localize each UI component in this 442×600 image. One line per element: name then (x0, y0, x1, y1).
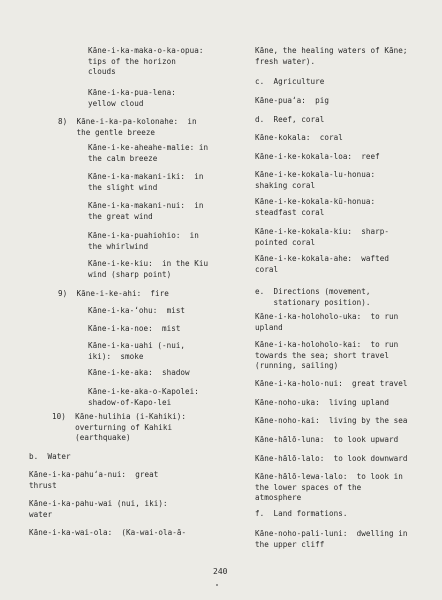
entry-kane-i-ke-ahi: 9) Kāne-i-ke-ahi: fire (58, 289, 169, 298)
entry-kane-i-ka-holoholo-uka: Kāne-i-ka-holoholo-uka: to run upland (255, 312, 399, 332)
entry-kane-healing-waters: Kāne, the healing waters of Kāne; fresh water). (255, 46, 408, 66)
entry-kane-i-ke-aheahe-malie: Kāne-i-ke-aheahe-malie: in the calm breeze (88, 143, 209, 163)
page-number: 240 (213, 567, 228, 576)
entry-kane-i-ka-makani-nui: Kāne-i-ka-makani-nui: in the great wind (88, 201, 204, 221)
entry-kane-noho-kai: Kāne-noho-kai: living by the sea (255, 416, 408, 425)
paper-speck (216, 584, 218, 586)
section-heading-reef-coral: d. Reef, coral (255, 115, 325, 124)
entry-kane-i-ke-kokala-loa: Kāne-i-ke-kokala-loa: reef (255, 152, 380, 161)
entry-kane-noho-uka: Kāne-noho-uka: living upland (255, 398, 390, 407)
entry-kane-i-ka-noe: Kāne-i-ka-noe: mist (88, 324, 181, 333)
entry-kane-i-ka-ohu: Kāne-i-ka-ʻohu: mist (88, 306, 186, 315)
entry-kane-hulihia: 10) Kāne-hulihia (i-Kahiki): overturning of Kahiki (earthquake) (52, 412, 187, 443)
entry-kane-i-ke-kokala-lu-honua: Kāne-i-ke-kokala-lu-honua: shaking coral (255, 170, 376, 190)
entry-kane-i-ka-pahu-wai: Kāne-i-ka-pahu-wai (nui, iki): water (29, 499, 168, 519)
entry-kane-i-ka-pa-kolonahe: 8) Kāne-i-ka-pa-kolonahe: in the gentle breeze (58, 117, 197, 137)
entry-kane-halo-lalo: Kāne-hālō-lalo: to look downward (255, 454, 408, 463)
section-heading-directions: e. Directions (movement, stationary position). (255, 287, 371, 307)
entry-kane-noho-pali-luni: Kāne-noho-pali-luni: dwelling in the upper cliff (255, 529, 408, 549)
entry-kane-i-ke-kokala-kiu: Kāne-i-ke-kokala-kiu: sharp- pointed coral (255, 227, 390, 247)
entry-kane-i-ke-aka: Kāne-i-ke-aka: shadow (88, 368, 190, 377)
entry-kane-i-ke-kokala-ku-honua: Kāne-i-ke-kokala-kū-honua: steadfast coral (255, 197, 376, 217)
section-heading-land-formations: f. Land formations. (255, 509, 348, 518)
entry-kane-i-ka-holo-nui: Kāne-i-ka-holo-nui: great travel (255, 379, 408, 388)
section-heading-water: b. Water (29, 452, 71, 461)
entry-kane-kokala: Kāne-kokala: coral (255, 133, 343, 142)
entry-kane-i-ke-kokala-ahe: Kāne-i-ke-kokala-ahe: wafted coral (255, 254, 390, 274)
entry-kane-i-ka-maka-o-ka-opua: Kāne-i-ka-maka-o-ka-opua: tips of the horizon clouds (88, 46, 204, 77)
entry-kane-i-ka-makani-iki: Kāne-i-ka-makani-iki: in the slight wind (88, 172, 204, 192)
entry-kane-i-ka-wai-ola: Kāne-i-ka-wai-ola: (Ka-wai-ola-ā- (29, 528, 187, 537)
entry-kane-i-ke-kiu: Kāne-i-ke-kiu: in the Kiu wind (sharp point) (88, 259, 209, 279)
entry-kane-i-ke-aka-o-kapolei: Kāne-i-ke-aka-o-Kapolei: shadow-of-Kapo-lei (88, 387, 199, 407)
entry-kane-i-ka-puahiohio: Kāne-i-ka-puahiohio: in the whirlwind (88, 231, 199, 251)
entry-kane-halo-lewa-lalo: Kāne-hālō-lewa-lalo: to look in the lower spaces of the atmosphere (255, 472, 403, 503)
section-heading-agriculture: c. Agriculture (255, 77, 325, 86)
entry-kane-i-ka-pahua-nui: Kāne-i-ka-pahuʻa-nui: great thrust (29, 470, 159, 490)
entry-kane-i-ka-uahi: Kāne-i-ka-uahi (-nui, iki): smoke (88, 341, 186, 361)
entry-kane-halo-luna: Kāne-hālō-luna: to look upward (255, 435, 399, 444)
entry-kane-puaa: Kāne-puaʻa: pig (255, 96, 329, 105)
entry-kane-i-ka-pua-lena: Kāne-i-ka-pua-lena: yellow cloud (88, 88, 176, 108)
entry-kane-i-ka-holoholo-kai: Kāne-i-ka-holoholo-kai: to run towards the sea; short travel (running, sailing) (255, 340, 399, 371)
